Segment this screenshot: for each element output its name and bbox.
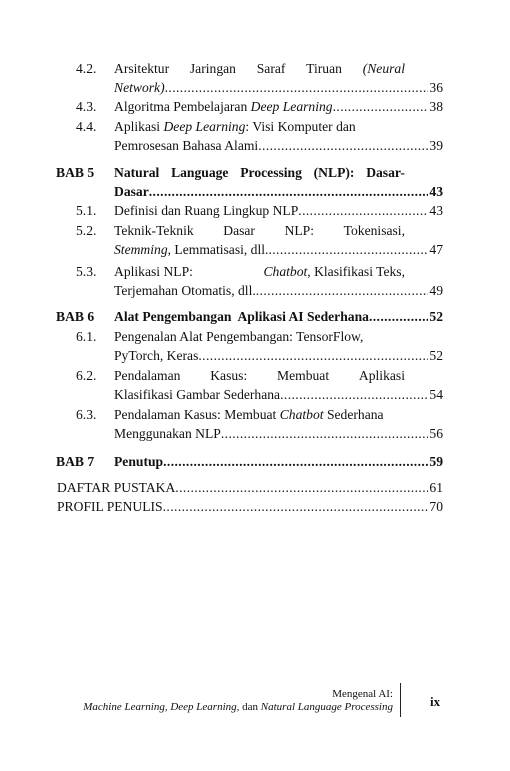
chapter-5-page: 43 [429,184,443,199]
entry-6-3-page: 56 [429,426,443,441]
entry-4-4-title-part: Deep Learning [163,119,246,134]
entry-4-3-number: 4.3. [76,99,97,114]
entry-4-3-title-part: Deep Learning [250,99,333,114]
entry-5-3-number: 5.3. [76,264,97,279]
entry-5-3-title-part: Chatbot [263,264,308,279]
entry-4-3-title [114,97,333,116]
word: Teknik-Teknik [114,223,194,238]
entry-5-2-title-part: Stemming [114,242,168,257]
word: (NLP): [313,165,355,180]
entry-5-3-title-part: , Klasifikasi Teks, [307,264,405,279]
daftar-pustaka-line [57,478,443,497]
dot-leader [256,281,429,300]
entry-4-2-page: 36 [429,80,443,95]
word: Natural [114,165,160,180]
entry-4-4-page: 39 [429,138,443,153]
dot-leader [280,385,428,404]
entry-6-2-title-line2: Klasifikasi Gambar Sederhana [114,387,281,402]
entry-5-2-page: 47 [429,242,443,257]
chapter-5-line2 [114,182,443,201]
entry-4-2-title-line1 [114,59,405,78]
word: Jaringan [189,61,236,76]
dot-leader [298,201,428,220]
daftar-pustaka-page: 61 [429,480,443,495]
entry-6-1-number: 6.1. [76,329,97,344]
entry-5-2-title-part: , Lemmatisasi, dll. [167,242,269,257]
entry-6-1-title-line1: Pengenalan Alat Pengembangan: TensorFlow, [114,329,364,344]
footer-page-number: ix [430,694,441,709]
word: Tiruan [306,61,342,76]
word: Saraf [256,61,286,76]
entry-5-3-title-line1 [114,262,405,281]
word: Language [171,165,229,180]
word: (Neural [362,61,405,76]
entry-6-2-number: 6.2. [76,368,97,383]
chapter-5-title-line1 [114,163,405,182]
dot-leader [369,307,428,326]
word: Tokenisasi, [343,223,405,238]
entry-4-3-line [114,97,443,116]
entry-4-2-line2 [114,78,443,97]
dot-leader [163,497,429,516]
chapter-5-number: BAB 5 [56,165,95,180]
dot-leader [221,424,429,443]
chapter-6-title: Alat Pengembangan Aplikasi AI Sederhana [114,309,369,324]
entry-4-2-title-line2: Network) [114,80,165,95]
entry-5-1-page: 43 [429,203,443,218]
entry-5-3-title-part [263,262,405,281]
entry-4-4-title-part: : Visi Komputer dan [245,119,356,134]
footer-book-title: Mengenal AI: [332,688,393,700]
dot-leader [258,136,428,155]
word: NLP: [284,223,315,238]
chapter-7-page: 59 [429,454,443,469]
entry-5-2-number: 5.2. [76,223,97,238]
entry-5-3-title-part: Aplikasi NLP: [114,264,193,279]
chapter-7-line [114,452,443,471]
entry-4-4-number: 4.4. [76,119,97,134]
entry-6-1-title-line2: PyTorch, Keras [114,348,199,363]
word: Pendalaman [114,368,181,383]
entry-5-2-line2 [114,240,443,259]
entry-5-2-title-line2 [114,240,268,259]
footer-divider [400,683,401,717]
entry-6-3-title-part: Sederhana [323,407,384,422]
entry-5-3-title-line2: Terjemahan Otomatis, dll. [114,283,256,298]
dot-leader [165,78,429,97]
profil-penulis-title: PROFIL PENULIS [57,499,163,514]
entry-4-3-title-part: Algoritma Pembelajaran [114,99,251,114]
chapter-5-title-line2: Dasar [114,184,149,199]
word: Membuat [277,368,330,383]
entry-6-3-title-part: Chatbot [279,407,324,422]
dot-leader [149,182,429,201]
entry-6-3-title-line2: Menggunakan NLP [114,426,221,441]
chapter-7-title: Penutup [114,454,164,469]
entry-4-3-page: 38 [429,99,443,114]
daftar-pustaka-title: DAFTAR PUSTAKA [57,480,176,495]
word: Dasar- [366,165,405,180]
dot-leader [268,240,428,259]
chapter-6-line [114,307,443,326]
entry-6-2-title-line1 [114,366,405,385]
entry-6-3-title-part: Pendalaman Kasus: Membuat [114,407,280,422]
footer-book-subtitle [83,701,393,713]
dot-leader [163,452,428,471]
entry-6-2-page: 54 [429,387,443,402]
footer-subtitle-part: Natural Language Processing [260,701,393,713]
chapter-6-page: 52 [429,309,443,324]
entry-6-1-line2 [114,346,443,365]
footer-subtitle-part: Machine Learning, Deep Learning, [83,701,240,713]
dot-leader [333,97,429,116]
entry-6-1-page: 52 [429,348,443,363]
entry-4-2-number: 4.2. [76,61,97,76]
chapter-6-number: BAB 6 [56,309,95,324]
entry-5-1-number: 5.1. [76,203,97,218]
entry-6-2-line2 [114,385,443,404]
entry-6-3-title-line1 [114,405,405,424]
word: Processing [240,165,302,180]
profil-penulis-line [57,497,443,516]
entry-4-4-title-line2: Pemrosesan Bahasa Alami [114,138,259,153]
word: Aplikasi [358,368,405,383]
entry-5-1-line [114,201,443,220]
entry-6-3-line2 [114,424,443,443]
profil-penulis-page: 70 [429,499,443,514]
entry-4-4-title-line1 [114,117,405,136]
word: Dasar [223,223,255,238]
dot-leader [198,346,428,365]
entry-5-3-page: 49 [429,283,443,298]
footer-subtitle-part: dan [239,701,261,713]
entry-5-2-title-line1 [114,221,405,240]
entry-5-1-title: Definisi dan Ruang Lingkup NLP [114,203,299,218]
chapter-7-number: BAB 7 [56,454,95,469]
entry-4-4-title-part: Aplikasi [114,119,164,134]
word: Kasus: [210,368,248,383]
dot-leader [175,478,428,497]
entry-4-4-line2 [114,136,443,155]
entry-6-3-number: 6.3. [76,407,97,422]
word: Arsitektur [114,61,170,76]
entry-5-3-line2 [114,281,443,300]
